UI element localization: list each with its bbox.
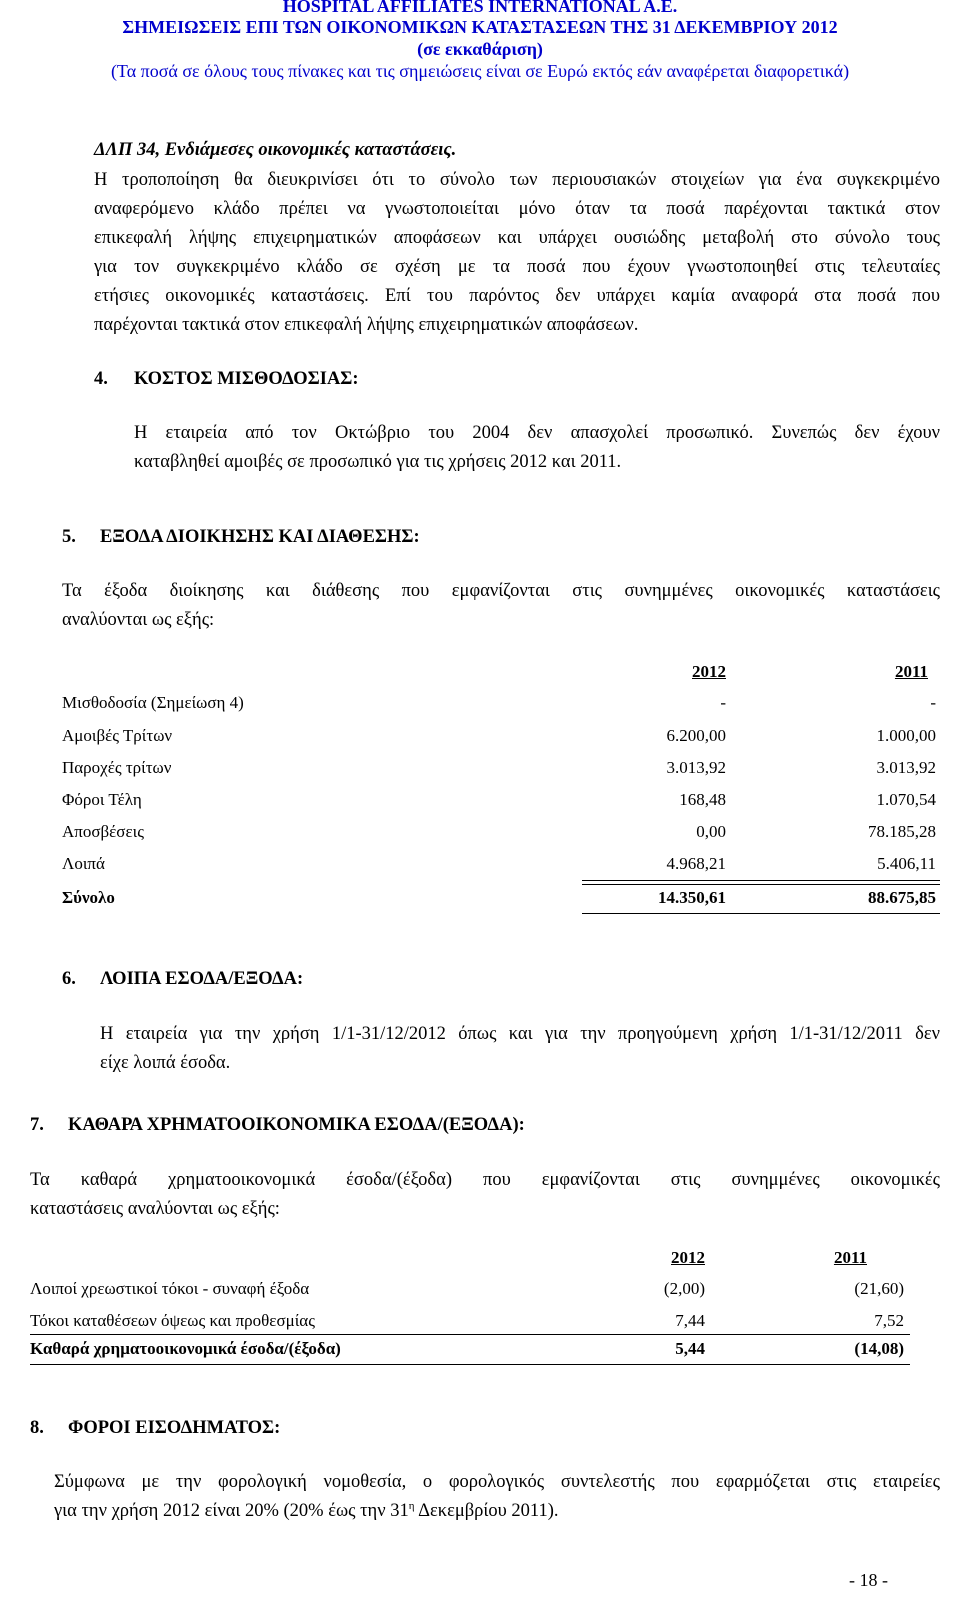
paragraph-line: παρέχονται τακτικά στον επικεφαλή λήψης επιχειρηματικών αποφάσεων. [94,315,639,335]
total-underline [30,1364,910,1365]
section-4-paragraph [134,419,940,477]
section-4-number: 4. [94,369,108,389]
row-label: Λοιποί χρεωστικοί τόκοι - συναφή έξοδα [30,1279,310,1298]
col-2012-header: 2012 [692,662,726,681]
section-7-number: 7. [30,1115,44,1135]
row-value-2011: 78.185,28 [868,822,936,841]
row-value-2011: 3.013,92 [876,758,936,777]
total-label: Καθαρά χρηματοοικονομικά έσοδα/(έξοδα) [30,1339,341,1358]
row-value-2011: 7,52 [874,1311,904,1330]
finance-table [30,1246,910,1330]
table-row [62,788,942,812]
section-5-paragraph [62,577,940,635]
paragraph-line: αναλύονται ως εξής: [62,610,215,630]
paragraph-line: Η τροποποίηση θα διευκρινίσει ότι το σύνολο των περιουσιακών στοιχείων για ένα συγκεκριμένο [94,170,940,190]
row-value-2011: 1.070,54 [876,790,936,809]
company-name: HOSPITAL AFFILIATES INTERNATIONAL A.E. [282,0,678,16]
line-text: για την χρήση 2012 είναι 20% (20% έως την 31 [54,1501,409,1521]
total-value-2011: (14,08) [854,1339,904,1358]
table-row [30,1277,910,1301]
row-label: Τόκοι καταθέσεων όψεως και προθεσμίας [30,1311,315,1330]
row-value-2012: (2,00) [663,1279,705,1298]
table-header [62,660,942,684]
section-6-title: ΛΟΙΠΑ ΕΣΟΔΑ/ΕΞΟΔΑ: [100,969,304,989]
row-value-2012: 4.968,21 [666,854,726,873]
row-value-2012: 3.013,92 [666,758,726,777]
row-label: Αποσβέσεις [62,822,144,841]
total-rule [30,1334,910,1335]
ias34-title: ΔΛΠ 34, Ενδιάμεσες οικονομικές καταστάσεις. [94,140,457,160]
page-number: - 18 - [849,1570,888,1590]
row-label: Παροχές τρίτων [62,758,172,777]
row-label: Μισθοδοσία (Σημείωση 4) [62,693,244,712]
paragraph-line: καταστάσεις αναλύονται ως εξής: [30,1199,280,1219]
paragraph-line: Τα καθαρά χρηματοοικονομικά έσοδα/(έξοδα) που εμφανίζονται στις συνημμένες οικονομικές [30,1170,940,1190]
table-row [62,852,942,876]
currency-note: (Τα ποσά σε όλους τους πίνακες και τις σημειώσεις είναι σε Ευρώ εκτός εάν αναφέρεται διαφορετικά) [110,61,850,81]
total-row [30,1337,910,1361]
section-6-number: 6. [62,969,76,989]
total-value-2012: 5,44 [675,1339,705,1358]
row-value-2012: 0,00 [696,822,726,841]
row-label: Αμοιβές Τρίτων [62,726,173,745]
table-row [62,820,942,844]
paragraph-line: είχε λοιπά έσοδα. [100,1053,231,1073]
ias34-paragraph [94,166,940,340]
paragraph-line [54,1497,940,1526]
total-rule [582,884,940,885]
admin-expenses-table [62,660,942,885]
section-7-title: ΚΑΘΑΡΑ ΧΡΗΜΑΤΟΟΙΚΟΝΟΜΙΚΑ ΕΣΟΔΑ/(ΕΞΟΔΑ): [68,1115,525,1135]
total-rule [582,880,940,881]
paragraph-line: καταβληθεί αμοιβές σε προσωπικό για τις χρήσεις 2012 και 2011. [134,452,622,472]
paragraph-line: ετήσιες οικονομικές καταστάσεις. Επί του παρόντος δεν υπάρχει καμία αναφορά στα ποσά που [94,286,940,306]
total-value-2012: 14.350,61 [658,888,726,907]
table-row [30,1309,910,1333]
row-label: Φόροι Τέλη [62,790,142,809]
table-row [62,691,942,715]
notes-title: ΣΗΜΕΙΩΣΕΙΣ ΕΠΙ ΤΩΝ ΟΙΚΟΝΟΜΙΚΩΝ ΚΑΤΑΣΤΑΣΕΩΝ ΤΗΣ 31 ΔΕΚΕΜΒΡΙΟΥ 2012 [122,17,838,37]
table-header [30,1246,910,1270]
total-row [62,886,942,910]
ordinal-superscript: η [408,1499,415,1512]
row-value-2011: - [930,693,936,712]
total-underline [582,913,940,914]
paragraph-line: για τον συγκεκριμένο κλάδο σε σχέση με τα ποσά που έχουν γνωστοποιηθεί στις τελευταίες [94,257,940,277]
section-5-title: ΕΞΟΔΑ ΔΙΟΙΚΗΣΗΣ ΚΑΙ ΔΙΑΘΕΣΗΣ: [100,527,420,547]
table-row [62,756,942,780]
row-label: Λοιπά [62,854,105,873]
paragraph-line: Η εταιρεία από τον Οκτώβριο του 2004 δεν απασχολεί προσωπικό. Συνεπώς δεν έχουν [134,423,940,443]
total-value-2011: 88.675,85 [868,888,936,907]
row-value-2012: 168,48 [679,790,726,809]
section-7-paragraph [30,1166,940,1224]
row-value-2011: (21,60) [854,1279,904,1298]
row-value-2011: 5.406,11 [877,854,936,873]
paragraph-line: αναφερόμενο κλάδο πρέπει να γνωστοποιείται μόνο όταν τα ποσά παρέχονται τακτικά στον [94,199,940,219]
section-6-paragraph [100,1020,940,1078]
row-value-2012: 6.200,00 [666,726,726,745]
paragraph-line: Η εταιρεία για την χρήση 1/1-31/12/2012 όπως και για την προηγούμενη χρήση 1/1-31/12/2011 δεν [100,1024,940,1044]
liquidation-note: (σε εκκαθάριση) [417,39,543,59]
section-8-title: ΦΟΡΟΙ ΕΙΣΟΔΗΜΑΤΟΣ: [68,1418,281,1438]
row-value-2012: - [720,693,726,712]
section-5-number: 5. [62,527,76,547]
total-label: Σύνολο [62,888,115,907]
col-2011-header: 2011 [894,662,928,681]
table-row [62,724,942,748]
row-value-2012: 7,44 [675,1311,705,1330]
col-2012-header: 2012 [671,1248,705,1267]
section-8-paragraph [54,1468,940,1526]
paragraph-line: Τα έξοδα διοίκησης και διάθεσης που εμφανίζονται στις συνημμένες οικονομικές καταστάσεις [62,581,940,601]
section-4-title: ΚΟΣΤΟΣ ΜΙΣΘΟΔΟΣΙΑΣ: [134,369,359,389]
section-8-number: 8. [30,1418,44,1438]
paragraph-line: επικεφαλή λήψης επιχειρηματικών αποφάσεων και υπάρχει ουσιώδης μεταβολή στο σύνολο τους [94,228,940,248]
col-2011-header: 2011 [833,1248,867,1267]
row-value-2011: 1.000,00 [876,726,936,745]
line-text: Δεκεμβρίου 2011). [414,1501,559,1521]
paragraph-line: Σύμφωνα με την φορολογική νομοθεσία, ο φορολογικός συντελεστής που εφαρμόζεται στις εταιρείες [54,1472,940,1492]
